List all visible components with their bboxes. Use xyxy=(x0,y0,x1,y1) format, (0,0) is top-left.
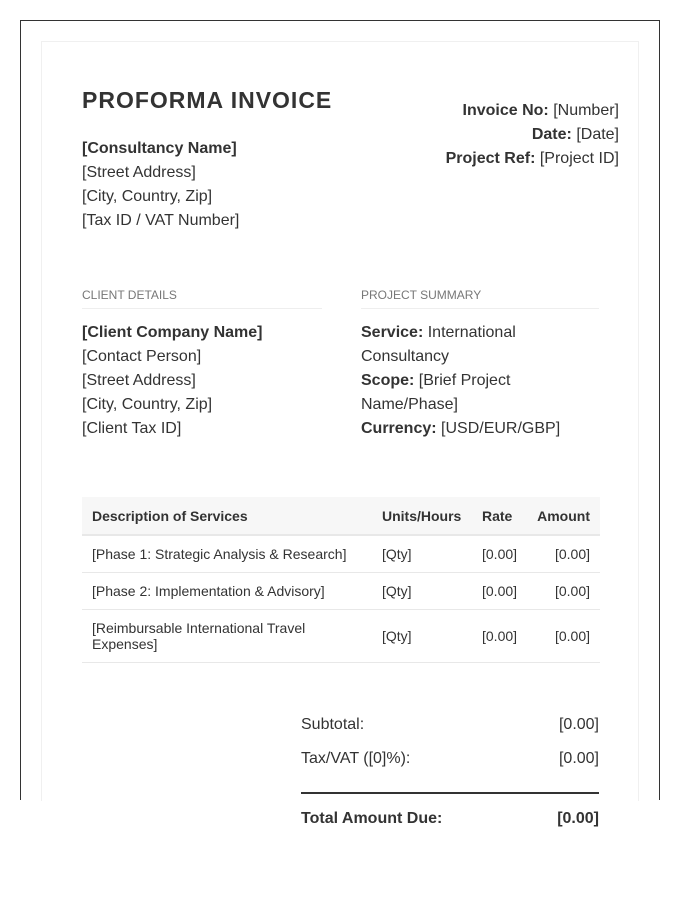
consultancy-city: [City, Country, Zip] xyxy=(82,188,213,205)
subtotal-label: Subtotal: xyxy=(301,716,365,733)
consultancy-street: [Street Address] xyxy=(82,164,196,181)
subtotal-row xyxy=(301,708,599,742)
invoice-title: PROFORMA INVOICE xyxy=(82,87,333,113)
invoice-date-label: Date: xyxy=(531,126,572,143)
project-service xyxy=(361,321,599,369)
services-table xyxy=(82,497,600,663)
total-label: Total Amount Due: xyxy=(301,810,443,827)
project-ref-value: [Project ID] xyxy=(539,150,619,167)
table-row xyxy=(82,573,600,610)
invoice-number-line xyxy=(446,99,619,123)
consultancy-name: [Consultancy Name] xyxy=(82,140,237,157)
row-description: [Phase 2: Implementation & Advisory] xyxy=(82,573,372,610)
invoice-date-value: [Date] xyxy=(576,126,619,143)
row-units: [Qty] xyxy=(372,573,472,610)
project-ref-label: Project Ref: xyxy=(445,150,536,167)
row-amount: [0.00] xyxy=(527,610,600,663)
row-amount: [0.00] xyxy=(527,573,600,610)
row-rate: [0.00] xyxy=(472,610,527,663)
currency-value: [USD/EUR/GBP] xyxy=(441,420,561,437)
document-frame xyxy=(20,20,660,827)
client-tax-id: [Client Tax ID] xyxy=(82,420,182,437)
service-value: International Consultancy xyxy=(361,324,516,365)
tax-row xyxy=(301,742,599,776)
invoice-date-line xyxy=(446,123,619,147)
consultancy-block xyxy=(82,137,239,233)
scope-label: Scope: xyxy=(361,372,415,389)
service-label: Service: xyxy=(361,324,424,341)
total-row xyxy=(301,792,599,832)
col-units: Units/Hours xyxy=(372,497,472,535)
client-street: [Street Address] xyxy=(82,372,196,389)
consultancy-tax-id: [Tax ID / VAT Number] xyxy=(82,212,240,229)
client-details-heading: CLIENT DETAILS xyxy=(82,288,322,309)
table-row xyxy=(82,610,600,663)
tax-value: [0.00] xyxy=(558,750,599,767)
col-description: Description of Services xyxy=(82,497,372,535)
table-row xyxy=(82,535,600,573)
invoice-number-value: [Number] xyxy=(553,102,619,119)
totals-block xyxy=(301,708,599,832)
project-summary-heading: PROJECT SUMMARY xyxy=(361,288,599,309)
invoice-meta xyxy=(446,99,619,171)
row-units: [Qty] xyxy=(372,610,472,663)
project-scope xyxy=(361,369,599,417)
client-company: [Client Company Name] xyxy=(82,324,263,341)
row-rate: [0.00] xyxy=(472,535,527,573)
currency-label: Currency: xyxy=(361,420,437,437)
subtotal-value: [0.00] xyxy=(558,716,599,733)
row-rate: [0.00] xyxy=(472,573,527,610)
scope-value: [Brief Project Name/Phase] xyxy=(361,372,511,413)
row-description: [Phase 1: Strategic Analysis & Research] xyxy=(82,535,372,573)
client-block xyxy=(82,321,262,441)
client-contact: [Contact Person] xyxy=(82,348,202,365)
row-description: [Reimbursable International Travel Expenses] xyxy=(82,610,372,663)
project-ref-line xyxy=(446,147,619,171)
project-block xyxy=(361,321,599,441)
tax-label: Tax/VAT ([0]%): xyxy=(301,750,411,767)
total-value: [0.00] xyxy=(557,810,599,827)
client-city: [City, Country, Zip] xyxy=(82,396,213,413)
table-header-row xyxy=(82,497,600,535)
project-currency xyxy=(361,417,599,441)
row-units: [Qty] xyxy=(372,535,472,573)
col-rate: Rate xyxy=(472,497,527,535)
row-amount: [0.00] xyxy=(527,535,600,573)
col-amount: Amount xyxy=(527,497,600,535)
invoice-number-label: Invoice No: xyxy=(462,102,549,119)
